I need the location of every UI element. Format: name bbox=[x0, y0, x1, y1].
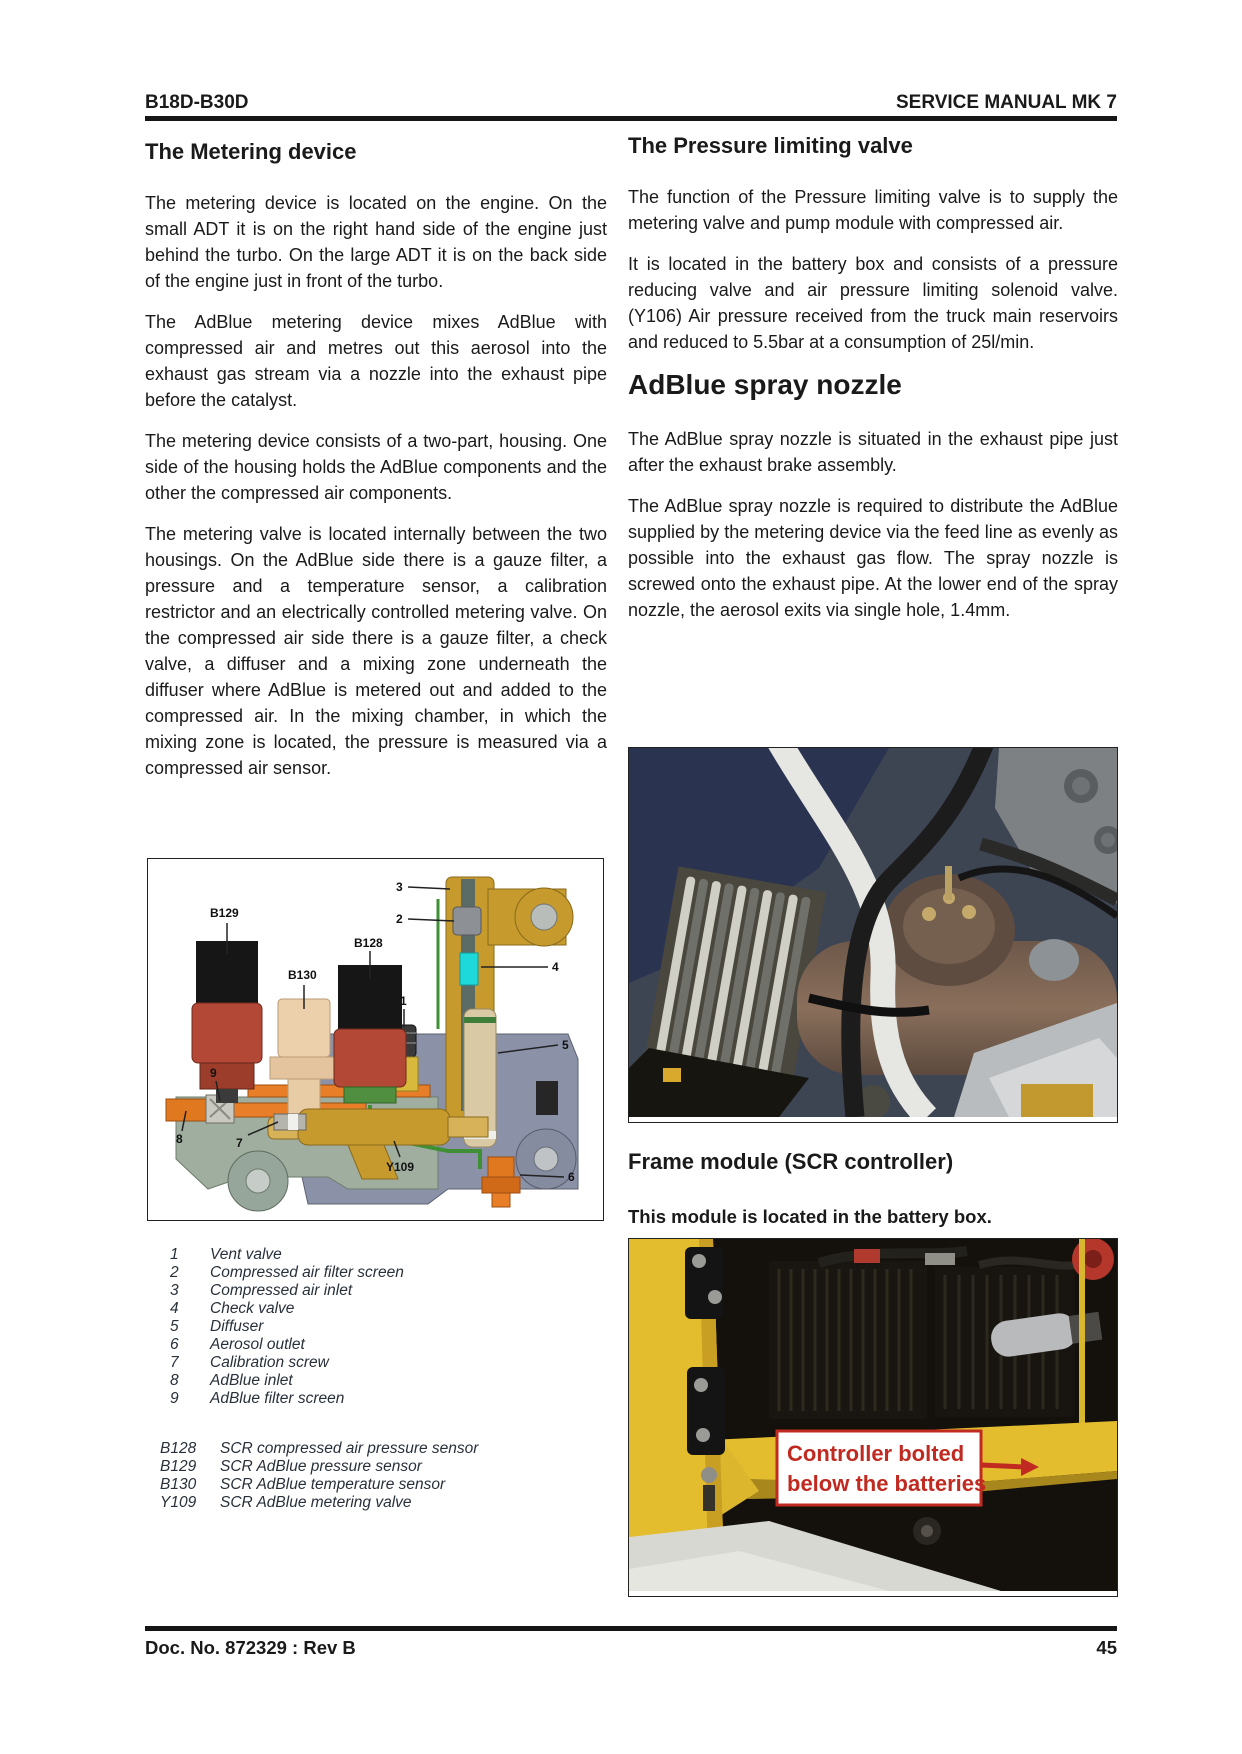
fig-label-8: 8 bbox=[176, 1132, 183, 1146]
fig-label-b129: B129 bbox=[210, 906, 239, 920]
legend-key: 9 bbox=[170, 1390, 179, 1407]
legend-item bbox=[145, 1282, 607, 1300]
paragraph: The function of the Pressure limiting valve is to supply the metering valve and pump module with compressed air. bbox=[628, 187, 1118, 233]
header-manual-title: SERVICE MANUAL MK 7 bbox=[896, 92, 1117, 113]
paragraph: The AdBlue metering device mixes AdBlue with compressed air and metres out this aerosol into the exhaust gas stream via a nozzle into the exhaust pipe before the catalyst. bbox=[145, 312, 607, 410]
legend-key: B128 bbox=[160, 1440, 197, 1457]
legend-label: Compressed air filter screen bbox=[210, 1264, 404, 1281]
legend-key: 1 bbox=[170, 1246, 179, 1263]
fig-label-5: 5 bbox=[562, 1038, 569, 1052]
legend-label: Vent valve bbox=[210, 1246, 282, 1263]
legend-label: AdBlue inlet bbox=[210, 1372, 293, 1389]
paragraph: The AdBlue spray nozzle is required to distribute the AdBlue supplied by the metering device via the feed line as evenly as possible into the exhaust gas flow. The spray nozzle is screwed onto the exhaust pipe. At the lower end of the spray nozzle, the aerosol exits via single hole, 1.4mm. bbox=[628, 496, 1118, 620]
legend-label: SCR AdBlue metering valve bbox=[220, 1494, 412, 1511]
paragraph: The metering device consists of a two-part, housing. One side of the housing holds the AdBlue components and the other the compressed air components. bbox=[145, 431, 607, 503]
legend-item bbox=[145, 1300, 607, 1318]
legend-label: Compressed air inlet bbox=[210, 1282, 353, 1299]
figure-legend-numbered bbox=[145, 1246, 607, 1408]
page-footer bbox=[145, 1626, 1117, 1659]
legend-label: Calibration screw bbox=[210, 1354, 329, 1371]
fig-label-9: 9 bbox=[210, 1066, 217, 1080]
fig-label-6: 6 bbox=[568, 1170, 575, 1184]
legend-label: SCR AdBlue temperature sensor bbox=[220, 1476, 446, 1493]
footer-doc-ref: Doc. No. 872329 : Rev B bbox=[145, 1637, 356, 1658]
fig-label-b130: B130 bbox=[288, 968, 317, 982]
fig-label-b128: B128 bbox=[354, 936, 383, 950]
fig-label-3: 3 bbox=[396, 880, 403, 894]
metering-device-figure bbox=[147, 858, 604, 1221]
legend-item bbox=[145, 1390, 607, 1408]
legend-item bbox=[145, 1476, 607, 1494]
fig-label-2: 2 bbox=[396, 912, 403, 926]
legend-item bbox=[145, 1318, 607, 1336]
heading-metering-device: The Metering device bbox=[145, 139, 357, 164]
legend-item bbox=[145, 1458, 607, 1476]
legend-label: Diffuser bbox=[210, 1318, 264, 1335]
fig-label-7: 7 bbox=[236, 1136, 243, 1150]
legend-label: Aerosol outlet bbox=[210, 1336, 305, 1353]
legend-key: B129 bbox=[160, 1458, 197, 1475]
legend-label: SCR AdBlue pressure sensor bbox=[220, 1458, 422, 1475]
legend-key: Y109 bbox=[160, 1494, 197, 1511]
legend-item bbox=[145, 1246, 607, 1264]
legend-label: SCR compressed air pressure sensor bbox=[220, 1440, 479, 1457]
engine-bay-photo bbox=[629, 748, 1117, 1117]
paragraph: The AdBlue spray nozzle is situated in the exhaust pipe just after the exhaust brake assembly. bbox=[628, 429, 1118, 475]
battery-box-photo bbox=[628, 1238, 1118, 1597]
legend-key: 4 bbox=[170, 1300, 179, 1317]
legend-label: AdBlue filter screen bbox=[210, 1390, 345, 1407]
heading-adblue-spray-nozzle: AdBlue spray nozzle bbox=[628, 369, 902, 400]
frame-module-note: This module is located in the battery box. bbox=[628, 1206, 992, 1227]
heading-frame-module: Frame module (SCR controller) bbox=[628, 1149, 954, 1174]
legend-item bbox=[145, 1494, 607, 1512]
battery-box-photo-art bbox=[629, 1239, 1117, 1591]
fig-label-y109: Y109 bbox=[386, 1160, 415, 1174]
legend-key: 7 bbox=[170, 1354, 179, 1371]
header-model-code: B18D-B30D bbox=[145, 92, 249, 113]
fig-label-1: 1 bbox=[400, 994, 407, 1008]
legend-key: 2 bbox=[170, 1264, 179, 1281]
paragraph: The metering device is located on the engine. On the small ADT it is on the right hand side of the engine just behind the turbo. On the large ADT it is on the back side of the engine just in front of the turbo. bbox=[145, 193, 607, 291]
legend-item bbox=[145, 1372, 607, 1390]
metering-device-diagram bbox=[148, 859, 601, 1218]
fig-label-4: 4 bbox=[552, 960, 559, 974]
legend-key: 6 bbox=[170, 1336, 179, 1353]
legend-item bbox=[145, 1336, 607, 1354]
legend-item bbox=[145, 1354, 607, 1372]
paragraph: It is located in the battery box and consists of a pressure reducing valve and air pressure limiting solenoid valve. (Y106) Air pressure received from the truck main reservoirs and reduced to 5.5bar at a consumption of 25l/min. bbox=[628, 254, 1118, 352]
right-column bbox=[628, 133, 1118, 1496]
legend-label: Check valve bbox=[210, 1300, 295, 1317]
callout-line-2: below the batteries bbox=[787, 1471, 987, 1496]
legend-item bbox=[145, 1440, 607, 1458]
paragraph: The metering valve is located internally between the two housings. On the AdBlue side there is a gauze filter, a pressure and a temperature sensor, a calibration restrictor and an electrically controlled metering valve. On the compressed air side there is a gauze filter, a check valve, a diffuser and a mixing zone underneath the diffuser where AdBlue is metered out and added to the compressed air. In the mixing chamber, in which the mixing zone is located, the pressure is measured via a compressed air sensor. bbox=[145, 524, 607, 778]
left-column bbox=[145, 139, 607, 1511]
callout-line-1: Controller bolted bbox=[787, 1441, 965, 1466]
legend-key: 5 bbox=[170, 1318, 179, 1335]
legend-key: B130 bbox=[160, 1476, 197, 1493]
footer-page-number: 45 bbox=[1096, 1637, 1117, 1658]
legend-key: 8 bbox=[170, 1372, 179, 1389]
legend-key: 3 bbox=[170, 1282, 179, 1299]
spray-nozzle-photo bbox=[628, 747, 1118, 1123]
figure-legend-codes bbox=[145, 1440, 607, 1512]
page-header bbox=[145, 92, 1117, 121]
legend-item bbox=[145, 1264, 607, 1282]
heading-pressure-limiting-valve: The Pressure limiting valve bbox=[628, 133, 913, 158]
